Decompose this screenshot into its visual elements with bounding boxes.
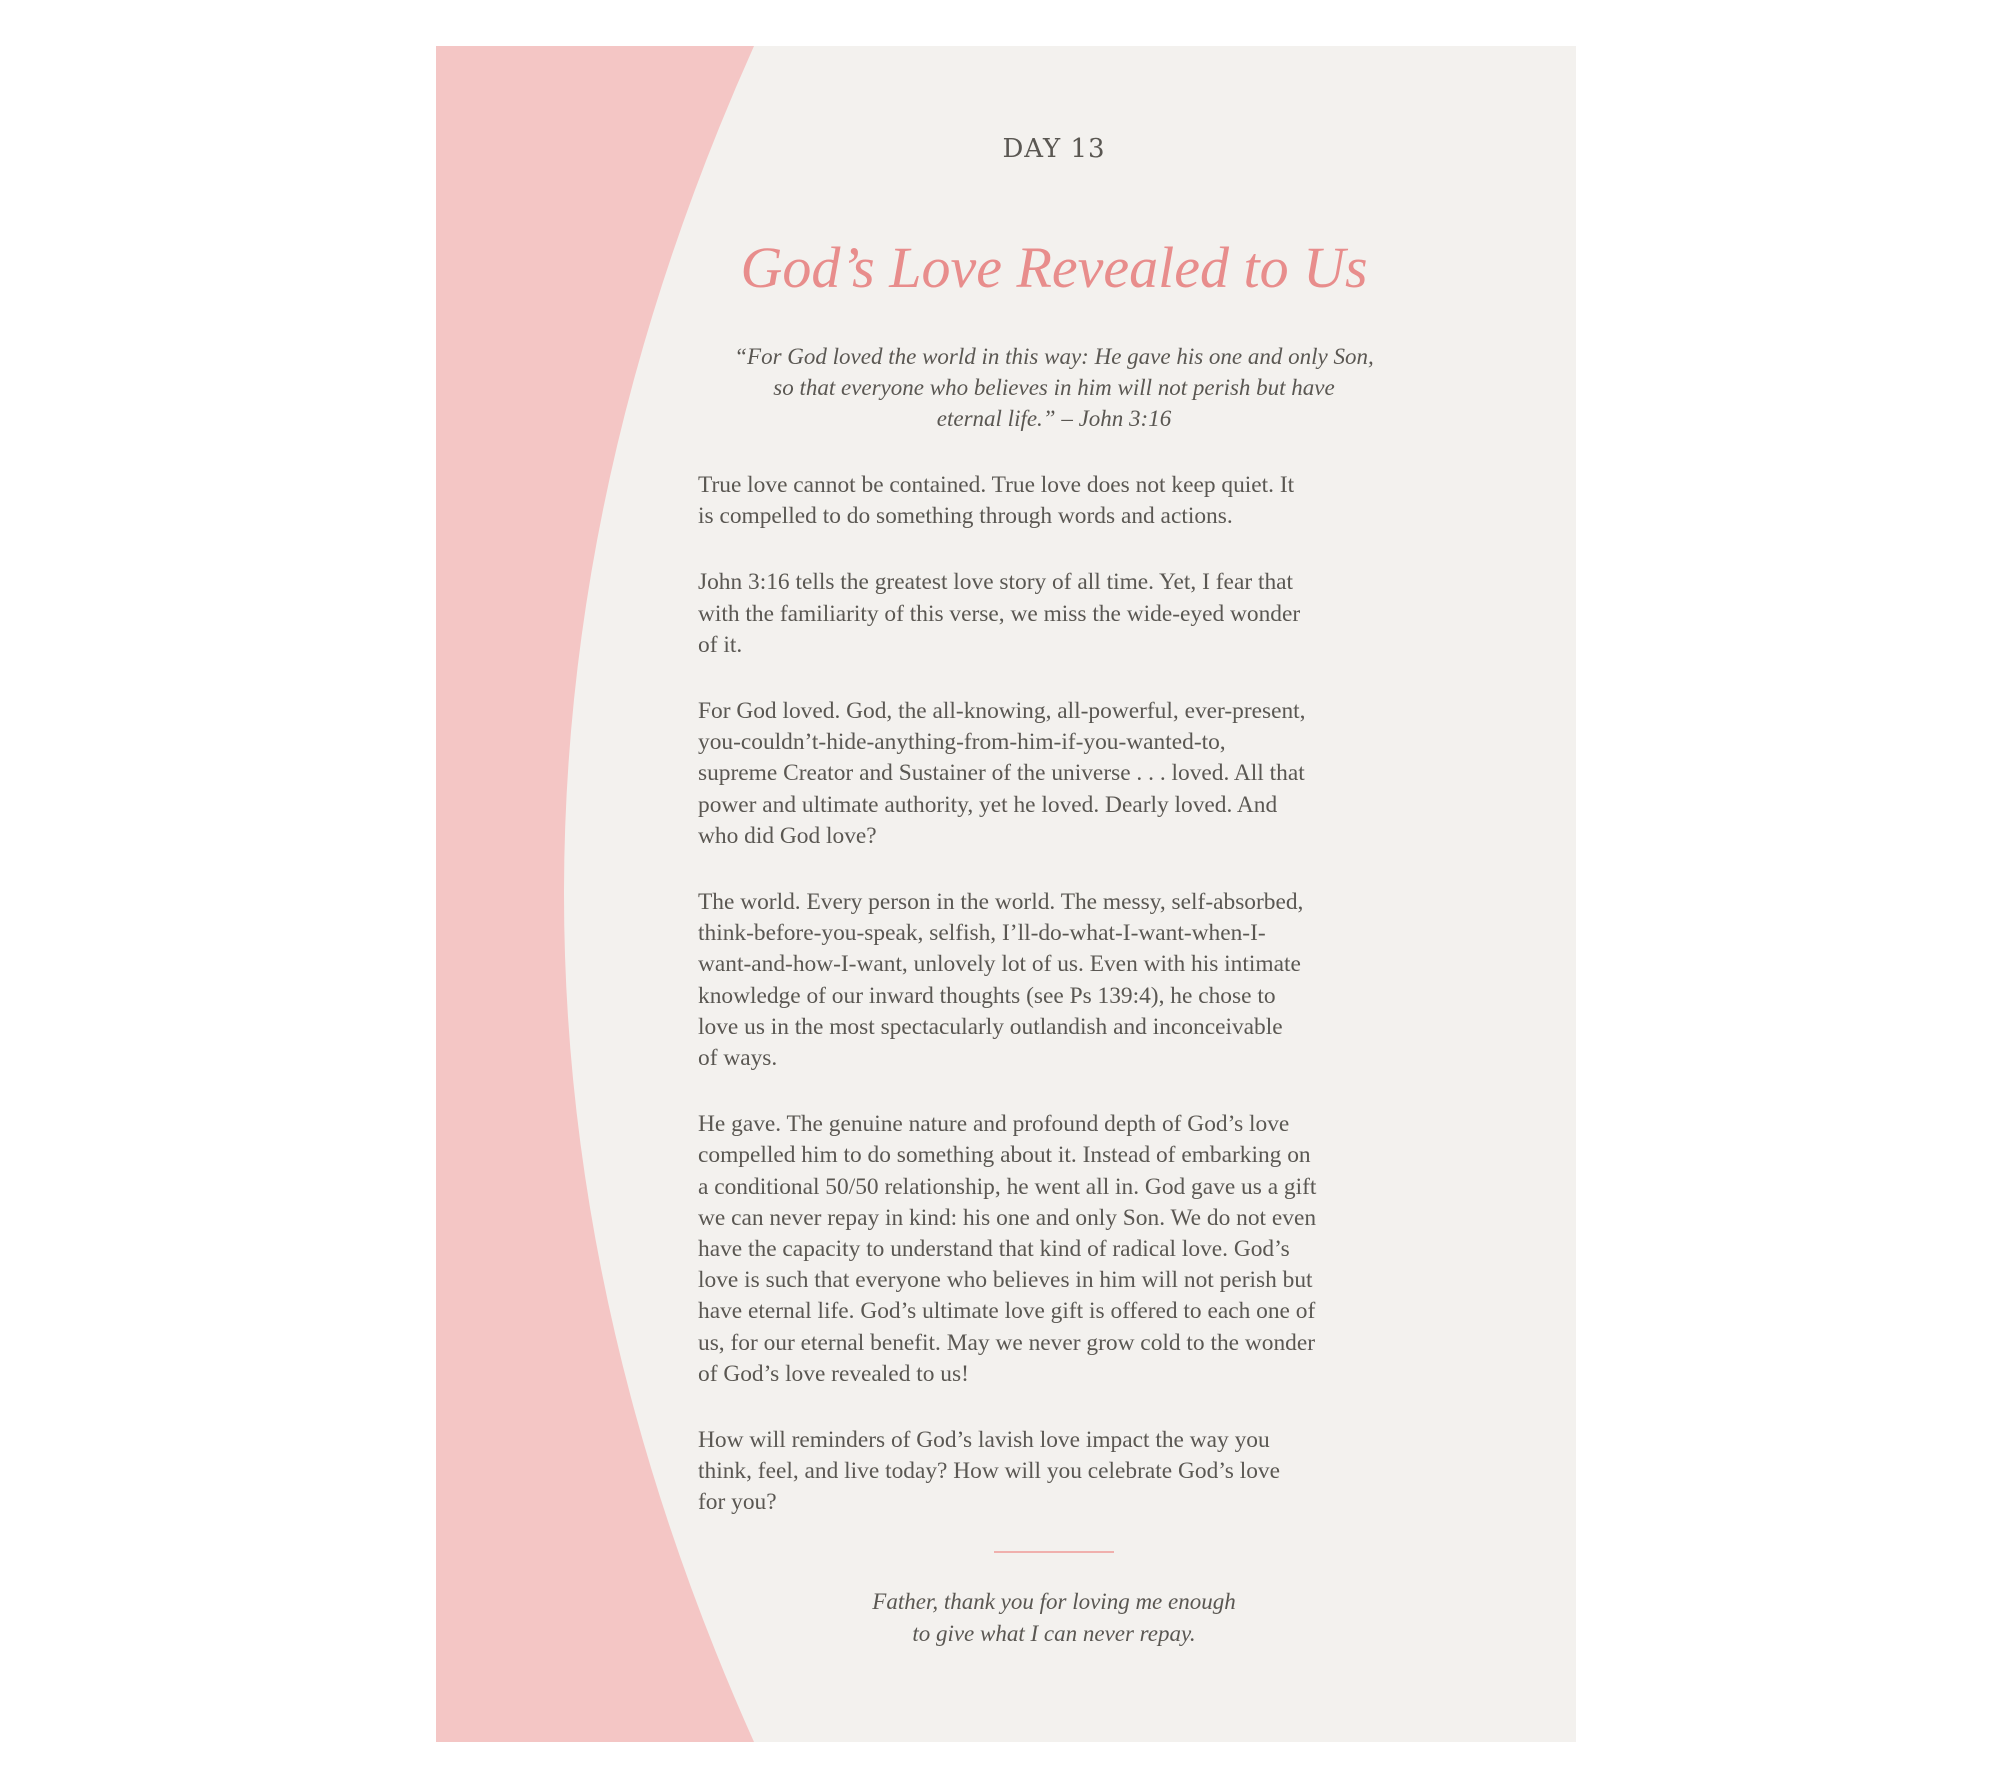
verse-line: so that everyone who believes in him will not perish but have: [773, 375, 1335, 400]
text-line: you-couldn’t-hide-anything-from-him-if-you-wanted-to,: [698, 729, 1226, 756]
text-line: For God loved. God, the all-knowing, all-powerful, ever-present,: [698, 698, 1306, 725]
text-line: want-and-how-I-want, unlovely lot of us. Even with his intimate: [698, 951, 1301, 978]
text-line: have the capacity to understand that kind of radical love. God’s: [698, 1236, 1290, 1263]
text-line: John 3:16 tells the greatest love story of all time. Yet, I fear that: [698, 569, 1294, 596]
scripture-quote: [698, 341, 1410, 434]
page-title: God’s Love Revealed to Us: [740, 235, 1368, 300]
text-line: love us in the most spectacularly outlandish and inconceivable: [698, 1013, 1283, 1040]
closing-prayer: [698, 1586, 1410, 1650]
text-line: of God’s love revealed to us!: [698, 1360, 969, 1387]
prayer-line: to give what I can never repay.: [912, 1621, 1196, 1646]
verse-line: eternal life.” – John 3:16: [936, 406, 1172, 431]
text-line: True love cannot be contained. True love does not keep quiet. It: [698, 472, 1295, 498]
paragraph: [698, 1109, 1410, 1390]
text-line: think, feel, and live today? How will you celebrate God’s love: [698, 1458, 1281, 1485]
text-line: with the familiarity of this verse, we miss the wide-eyed wonder: [698, 600, 1301, 627]
body-text: [698, 470, 1410, 1554]
prayer-line: Father, thank you for loving me enough: [872, 1589, 1236, 1614]
text-line: a conditional 50/50 relationship, he went all in. God gave us a gift: [698, 1173, 1317, 1200]
text-line: is compelled to do something through words and actions.: [698, 503, 1233, 530]
text-line: love is such that everyone who believes in him will not perish but: [698, 1267, 1313, 1294]
text-line: us, for our eternal benefit. May we never grow cold to the wonder: [698, 1329, 1316, 1356]
text-line: think-before-you-speak, selfish, I’ll-do-what-I-want-when-I-: [698, 920, 1266, 947]
paragraph: [698, 470, 1410, 532]
text-line: who did God love?: [698, 822, 877, 849]
devotional-page: [436, 46, 1576, 1742]
text-line: How will reminders of God’s lavish love impact the way you: [698, 1427, 1270, 1454]
verse-line: “For God loved the world in this way: He gave his one and only Son,: [734, 344, 1374, 369]
day-label: DAY 13: [1002, 134, 1106, 164]
paragraph: [698, 887, 1410, 1074]
text-line: of ways.: [698, 1045, 778, 1072]
text-line: power and ultimate authority, yet he loved. Dearly loved. And: [698, 791, 1278, 818]
text-line: knowledge of our inward thoughts (see Ps 139:4), he chose to: [698, 982, 1276, 1009]
text-line: The world. Every person in the world. The messy, self-absorbed,: [698, 889, 1304, 916]
text-line: supreme Creator and Sustainer of the universe . . . loved. All that: [698, 760, 1305, 787]
text-line: He gave. The genuine nature and profound depth of God’s love: [698, 1111, 1290, 1138]
section-divider: [994, 1551, 1114, 1553]
paragraph: [698, 696, 1410, 852]
text-line: we can never repay in kind: his one and only Son. We do not even: [698, 1204, 1317, 1231]
text-line: have eternal life. God’s ultimate love gift is offered to each one of: [698, 1298, 1316, 1325]
paragraph: [698, 567, 1410, 661]
text-line: compelled him to do something about it. Instead of embarking on: [698, 1142, 1311, 1169]
text-line: of it.: [698, 631, 743, 658]
paragraph: [698, 1425, 1410, 1519]
text-line: for you?: [698, 1489, 777, 1516]
